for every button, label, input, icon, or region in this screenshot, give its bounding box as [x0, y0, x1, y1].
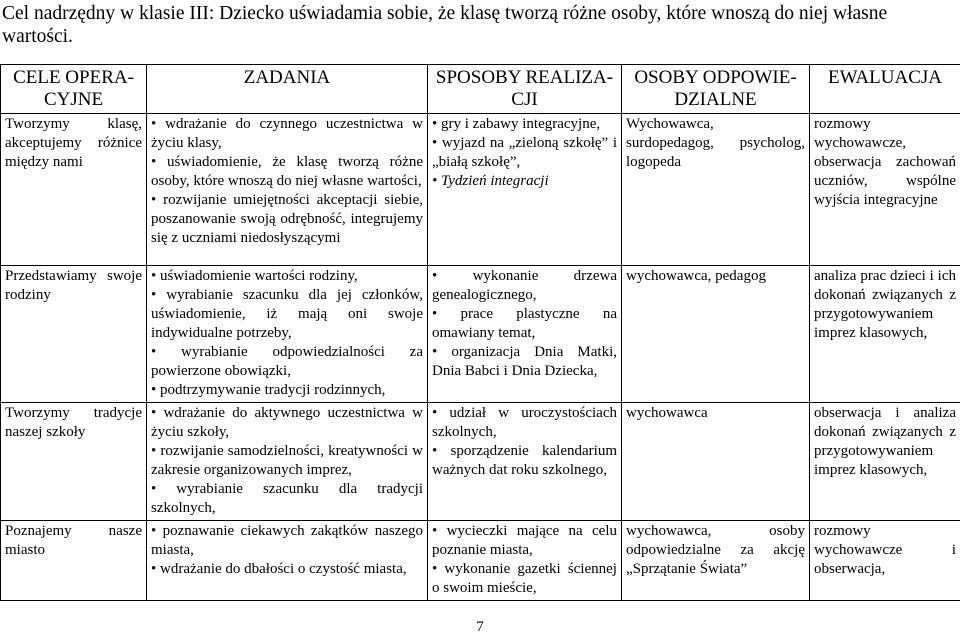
- responsible-cell: Wychowawca, surdopedagog, psycholog, logopeda: [622, 114, 810, 266]
- method-item: • wykonanie drzewa genealogicznego,: [432, 267, 617, 305]
- task-item: • uświadomienie, że klasę tworzą różne osoby, które wnoszą do niej własne wartości,: [151, 153, 423, 191]
- methods-cell: [428, 114, 622, 266]
- responsible-cell: wychowawca, osoby odpowiedzialne za akcję „Sprzątanie Świata”: [622, 521, 810, 601]
- goal-cell: Tworzymy klasę, akceptujemy różnice między nami: [1, 114, 147, 266]
- table-row: [1, 403, 960, 521]
- goal-cell: Przedstawiamy swoje rodziny: [1, 266, 147, 403]
- table-row: [1, 266, 960, 403]
- task-item: • podtrzymywanie tradycji rodzinnych,: [151, 381, 423, 400]
- task-item: • wdrażanie do dbałości o czystość miasta,: [151, 560, 423, 579]
- evaluation-cell: analiza prac dzieci i ich dokonań związanych z przygotowywaniem imprez klasowych,: [810, 266, 960, 403]
- methods-cell: [428, 266, 622, 403]
- column-header-tasks: ZADANIA: [147, 65, 428, 114]
- task-item: • wyrabianie odpowiedzialności za powierzone obowiązki,: [151, 343, 423, 381]
- tasks-cell: [147, 114, 428, 266]
- page-number: 7: [476, 619, 484, 635]
- method-item: • wyjazd na „zieloną szkołę” i „białą szkołę”,: [432, 134, 617, 172]
- responsible-cell: wychowawca: [622, 403, 810, 521]
- table-row: [1, 114, 960, 266]
- task-item: • wdrażanie do czynnego uczestnictwa w życiu klasy,: [151, 115, 423, 153]
- goal-cell: Tworzymy tradycje naszej szkoły: [1, 403, 147, 521]
- evaluation-cell: rozmowy wychowawcze, obserwacja zachowań uczniów, wspólne wyjścia integracyjne: [810, 114, 960, 266]
- table-header-row: [1, 65, 960, 114]
- methods-cell: [428, 403, 622, 521]
- method-item: • organizacja Dnia Matki, Dnia Babci i Dnia Dziecka,: [432, 343, 617, 381]
- document-heading: Cel nadrzędny w klasie III: Dziecko uświadamia sobie, że klasę tworzą różne osoby, które wnoszą do niej własne wartości.: [2, 3, 888, 47]
- education-plan-table: [0, 64, 960, 601]
- method-item: • Tydzień integracji: [432, 172, 617, 191]
- tasks-cell: [147, 403, 428, 521]
- method-item: • prace plastyczne na omawiany temat,: [432, 305, 617, 343]
- column-header-evaluation: EWALUACJA: [810, 65, 960, 114]
- tasks-cell: [147, 521, 428, 601]
- evaluation-cell: rozmowy wychowawcze i obserwacja,: [810, 521, 960, 601]
- table-row: [1, 521, 960, 601]
- task-item: • poznawanie ciekawych zakątków naszego miasta,: [151, 522, 423, 560]
- task-item: • wyrabianie szacunku dla tradycji szkolnych,: [151, 480, 423, 518]
- methods-cell: [428, 521, 622, 601]
- tasks-cell: [147, 266, 428, 403]
- method-item: • wykonanie gazetki ściennej o swoim mieście,: [432, 560, 617, 598]
- method-item: • udział w uroczystościach szkolnych,: [432, 404, 617, 442]
- task-item: • wdrażanie do aktywnego uczestnictwa w życiu szkoły,: [151, 404, 423, 442]
- method-item: • wycieczki mające na celu poznanie miasta,: [432, 522, 617, 560]
- task-item: • uświadomienie wartości rodziny,: [151, 267, 423, 286]
- task-item: • rozwijanie samodzielności, kreatywności w zakresie organizowanych imprez,: [151, 442, 423, 480]
- task-item: • rozwijanie umiejętności akceptacji siebie, poszanowanie swoją odrębność, integrujemy się z uczniami niedosłyszącymi: [151, 191, 423, 248]
- method-item: • sporządzenie kalendarium ważnych dat roku szkolnego,: [432, 442, 617, 480]
- goal-cell: Poznajemy nasze miasto: [1, 521, 147, 601]
- task-item: • wyrabianie szacunku dla jej członków, uświadomienie, iż mają oni swoje indywidualne potrzeby,: [151, 286, 423, 343]
- column-header-responsible: OSOBY ODPOWIE-DZIALNE: [622, 65, 810, 114]
- column-header-methods: SPOSOBY REALIZA-CJI: [428, 65, 622, 114]
- column-header-goals: CELE OPERA-CYJNE: [1, 65, 147, 114]
- responsible-cell: wychowawca, pedagog: [622, 266, 810, 403]
- evaluation-cell: obserwacja i analiza dokonań związanych z przygotowywaniem imprez klasowych,: [810, 403, 960, 521]
- method-item: • gry i zabawy integracyjne,: [432, 115, 617, 134]
